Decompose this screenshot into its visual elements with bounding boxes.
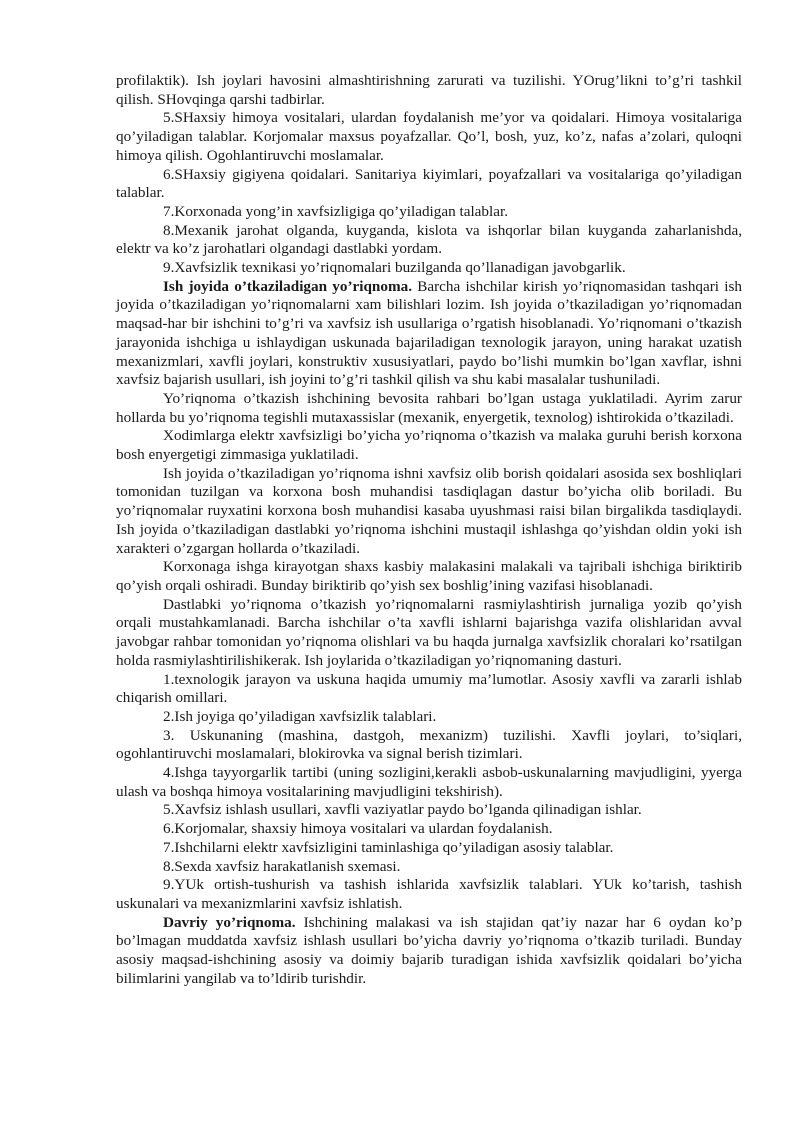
paragraph-4-text: 8.Mexanik jarohat olganda, kuyganda, kislota va ishqorlar bilan kuyganda zaharlanishda, elektr va ko’z jarohatlari olgandagi dastlabki yordam.	[116, 221, 742, 258]
paragraph-17-text: 6.Korjomalar, shaxsiy himoya vositalari va ulardan foydalanish.	[163, 820, 553, 838]
paragraph-3-text: 7.Korxonada yong’in xavfsizligiga qo’yiladigan talablar.	[163, 202, 508, 220]
paragraph-1-text: 5.SHaxsiy himoya vositalari, ulardan foydalanish me’yor va qoidalari. Himoya vositalariga qo’yiladigan talablar. Korjomalar maxsus poyafzallar. Qo’l, bosh, yuz, ko’z, nafas a’zolari, quloqni himoya qilish. Ogohlantiruvchi moslamalar.	[116, 109, 742, 164]
paragraph-7	[116, 390, 742, 427]
paragraph-9	[116, 465, 742, 559]
paragraph-20	[116, 876, 742, 913]
paragraph-6-heading: Ish joyida o’tkaziladigan yo’riqnoma.	[163, 277, 413, 295]
paragraph-5-text: 9.Xavfsizlik texnikasi yo’riqnomalari buzilganda qo’llanadigan javobgarlik.	[163, 259, 626, 277]
paragraph-16	[116, 801, 742, 820]
paragraph-13	[116, 708, 742, 727]
paragraph-6-text: Barcha ishchilar kirish yo’riqnomasidan tashqari ish joyida o’tkaziladigan yo’riqnomalarni xam bilishlari lozim. Ish joyida o’tkaziladigan yo’riqnomadan maqsad-har bir ishchini to’g’ri va xavfsiz ish usullariga o’rgatish hisoblanadi. Yo’riqnomani o’tkazish jarayonida ishchiga u ishlaydigan uskunada bajariladigan texnologik jarayon, uning harakat uzatish mexanizmlari, xavfli joylari, konstruktiv xususiyatlari, paydo bo’lishi mumkin bo’lgan xavflar, ishni xavfsiz bajarish usullari, ish joyini to’g’ri tashkil qilish va shu kabi masalalar tushuniladi.	[116, 277, 742, 389]
paragraph-15	[116, 764, 742, 801]
paragraph-14-text: 3. Uskunaning (mashina, dastgoh, mexanizm) tuzilishi. Xavfli joylari, to’siqlari, ogohlantiruvchi moslamalari, blokirovka va signal berish tizimlari.	[116, 726, 742, 763]
paragraph-19	[116, 858, 742, 877]
paragraph-0-text: profilaktik). Ish joylari havosini almashtirishning zarurati va tuzilishi. YOrug’likni to’g’ri tashkil qilish. SHovqinga qarshi tadbirlar.	[116, 72, 742, 108]
paragraph-14	[116, 727, 742, 764]
paragraph-12-text: 1.texnologik jarayon va uskuna haqida umumiy ma’lumotlar. Asosiy xavfli va zararli ishlab chiqarish omillari.	[116, 670, 742, 707]
paragraph-6	[116, 278, 742, 390]
paragraph-2	[116, 166, 742, 203]
paragraph-8	[116, 427, 742, 464]
paragraph-21-heading: Davriy yo’riqnoma.	[163, 913, 296, 931]
paragraph-16-text: 5.Xavfsiz ishlash usullari, xavfli vaziyatlar paydo bo’lganda qilinadigan ishlar.	[163, 801, 642, 819]
paragraph-19-text: 8.Sexda xavfsiz harakatlanish sxemasi.	[163, 857, 401, 875]
paragraph-11-text: Dastlabki yo’riqnoma o’tkazish yo’riqnomalarni rasmiylashtirish jurnaliga yozib qo’yish orqali mustahkamlanadi. Barcha ishchilar o’ta xavfli ishlarni bajarishga vazifa olishlaridan avval javobgar rahbar tomonidan yo’riqnoma olishlari va bu haqda jurnalga xavfsizlik choralari ko’rsatilgan holda rasmiylashtirilishikerak. Ish joylarida o’tkaziladigan yo’riqnomaning dasturi.	[116, 595, 742, 669]
paragraph-2-text: 6.SHaxsiy gigiyena qoidalari. Sanitariya kiyimlari, poyafzallari va vositalariga qo’yiladigan talablar.	[116, 165, 742, 202]
paragraph-1	[116, 109, 742, 165]
paragraph-0	[116, 72, 742, 109]
paragraph-9-text: Ish joyida o’tkaziladigan yo’riqnoma ishni xavfsiz olib borish qoidalari asosida sex boshliqlari tomonidan tuzilgan va korxona bosh muhandisi tasdiqlagan dastur bo’yicha olib boriladi. Bu yo’riqnomalar ruyxatini korxona bosh muhandisi kasaba uyushmasi raisi bilan birgalikda tasdiqlaydi. Ish joyida o’tkaziladigan dastlabki yo’riqnoma ishchini mustaqil ishlashga qo’yishdan oldin yoki ish xarakteri o’zgargan hollarda o’tkaziladi.	[116, 464, 742, 557]
paragraph-8-text: Xodimlarga elektr xavfsizligi bo’yicha yo’riqnoma o’tkazish va malaka guruhi berish korxona bosh enyergetigi zimmasiga yuklatiladi.	[116, 427, 742, 464]
paragraph-10	[116, 558, 742, 595]
paragraph-15-text: 4.Ishga tayyorgarlik tartibi (uning sozligini,kerakli asbob-uskunalarning mavjudligini, yyerga ulash va boshqa himoya vositalarining mavjudligini tekshirish).	[116, 764, 742, 800]
paragraph-7-text: Yo’riqnoma o’tkazish ishchining bevosita rahbari bo’lgan ustaga yuklatiladi. Ayrim zarur hollarda bu yo’riqnoma tegishli mutaxassislar (mexanik, enyergetik, texnolog) ishtirokida o’tkaziladi.	[116, 389, 742, 426]
paragraph-17	[116, 820, 742, 839]
paragraph-21	[116, 914, 742, 989]
paragraph-18-text: 7.Ishchilarni elektr xavfsizligini taminlashiga qo’yiladigan asosiy talablar.	[163, 838, 614, 856]
paragraph-12	[116, 671, 742, 708]
paragraph-11	[116, 596, 742, 671]
paragraph-13-text: 2.Ish joyiga qo’yiladigan xavfsizlik talablari.	[163, 707, 437, 725]
paragraph-5	[116, 259, 742, 278]
paragraph-18	[116, 839, 742, 858]
paragraph-21-text: Ishchining malakasi va ish stajidan qat’iy nazar har 6 oydan ko’p bo’lmagan muddatda xavfsiz ishlash usullari bo’yicha davriy yo’riqnoma o’tkazib turiladi. Bunday asosiy maqsad-ishchining asosiy va doimiy bajarib turadigan ishida xavfsizlik qoidalari bo’yicha bilimlarini yangilab va to’ldirib turishdir.	[116, 913, 742, 987]
paragraph-10-text: Korxonaga ishga kirayotgan shaxs kasbiy malakasini malakali va tajribali ishchiga biriktirib qo’yish orqali oshiradi. Bunday biriktirib qo’yish sex boshlig’ining vazifasi hisoblanadi.	[116, 558, 742, 594]
paragraph-20-text: 9.YUk ortish-tushurish va tashish ishlarida xavfsizlik talablari. YUk ko’tarish, tashish uskunalari va mexanizmlarini xavfsiz ishlatish.	[116, 876, 742, 912]
paragraph-4	[116, 222, 742, 259]
paragraph-3	[116, 203, 742, 222]
